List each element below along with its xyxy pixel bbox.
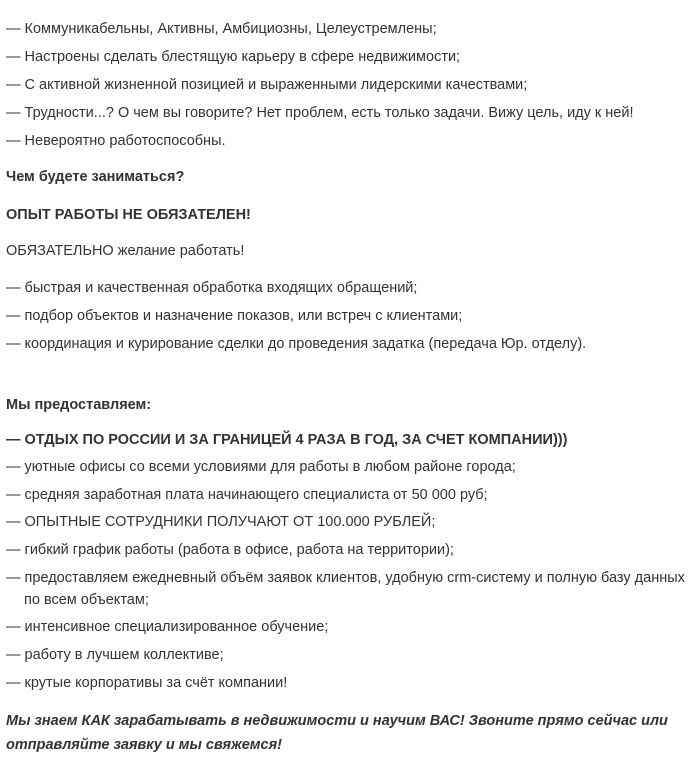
offer-item: — ОПЫТНЫЕ СОТРУДНИКИ ПОЛУЧАЮТ ОТ 100.000 РУБЛЕЙ; bbox=[6, 514, 436, 530]
no-experience-note: ОПЫТ РАБОТЫ НЕ ОБЯЗАТЕЛЕН! bbox=[6, 207, 251, 223]
offer-item: — уютные офисы со всеми условиями для работы в любом районе города; bbox=[6, 459, 516, 475]
offer-item: — средняя заработная плата начинающего специалиста от 50 000 руб; bbox=[6, 487, 488, 503]
must-have-note: ОБЯЗАТЕЛЬНО желание работать! bbox=[6, 243, 245, 259]
duty-item: — подбор объектов и назначение показов, или встреч с клиентами; bbox=[6, 308, 463, 324]
offer-item: — гибкий график работы (работа в офисе, работа на территории); bbox=[6, 542, 454, 558]
offer-item: — работу в лучшем коллективе; bbox=[6, 647, 224, 663]
offer-item: — интенсивное специализированное обучение; bbox=[6, 619, 329, 635]
offer-item: — крутые корпоративы за счёт компании! bbox=[6, 675, 288, 691]
offer-highlight: — ОТДЫХ ПО РОССИИ И ЗА ГРАНИЦЕЙ 4 РАЗА В ГОД, ЗА СЧЕТ КОМПАНИИ))) bbox=[6, 432, 568, 448]
duty-item: — быстрая и качественная обработка входящих обращений; bbox=[6, 280, 418, 296]
quality-item: — Настроены сделать блестящую карьеру в сфере недвижимости; bbox=[6, 49, 461, 65]
quality-item: — Коммуникабельны, Активны, Амбициозны, Целеустремлены; bbox=[6, 21, 437, 37]
quality-item: — Невероятно работоспособны. bbox=[6, 133, 226, 149]
duties-heading: Чем будете заниматься? bbox=[6, 169, 185, 185]
offer-item: — предоставляем ежедневный объём заявок клиентов, удобную crm-систему и полную базу данных по всем объектам; bbox=[6, 570, 685, 608]
quality-item: — Трудности...? О чем вы говорите? Нет проблем, есть только задачи. Вижу цель, иду к ней! bbox=[6, 105, 634, 121]
closing-call-to-action: Мы знаем КАК зарабатывать в недвижимости и научим ВАС! Звоните прямо сейчас или отправляйте заявку и мы свяжемся! bbox=[6, 713, 668, 753]
quality-item: — С активной жизненной позицией и выраженными лидерскими качествами; bbox=[6, 77, 528, 93]
offer-heading: Мы предоставляем: bbox=[6, 397, 152, 413]
duty-item: — координация и курирование сделки до проведения задатка (передача Юр. отделу). bbox=[6, 336, 587, 352]
